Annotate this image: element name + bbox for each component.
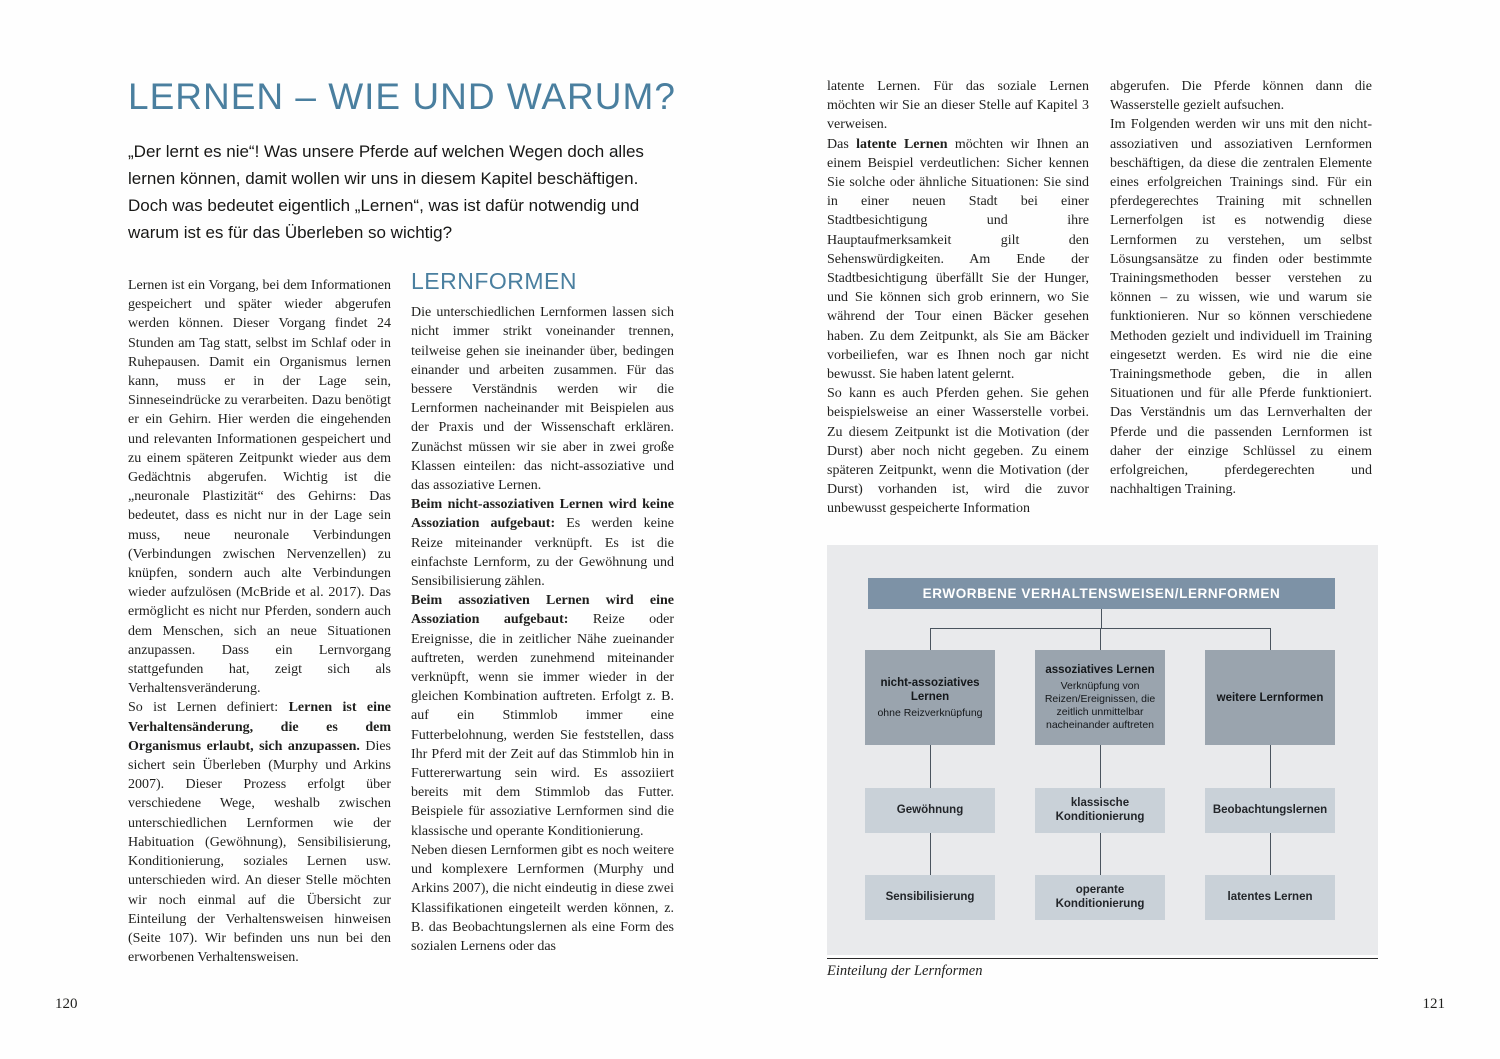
body-paragraph: Neben diesen Lernformen gibt es noch weitere und komplexere Lernformen (Murphy und Arkins 2007), die nicht eindeutig in diese zwei Klassifikationen eingeteilt werden können, z. B. das Beobachtungslernen als eine Form des sozialen Lernens oder das (411, 842, 674, 954)
body-paragraph: Beim assoziativen Lernen wird eine Assoziation aufgebaut: Reize oder Ereignisse, die in zeitlicher Nähe zueinander auftreten, werden zunehmend miteinander verknüpft, wenn sie immer wieder in der gleichen Kombination auftreten. Erfolgt z. B. auf ein Stimmlob immer eine Futterbelohnung, werden Sie feststellen, dass Ihr Pferd mit der Zeit auf das Stimmlob hin in Futtererwartung sein wird. Es assoziiert bereits mit dem Stimmlob das Futter. Beispiele für assoziative Lernformen sind die klassische und operante Konditionierung. (411, 593, 674, 839)
left-page-column-1 (128, 276, 391, 967)
figure-branch-weitere (1205, 650, 1335, 745)
body-paragraph: abgerufen. Die Pferde können dann die Wasserstelle gezielt aufsuchen. (1110, 79, 1372, 114)
body-paragraph: Das latente Lernen möchten wir Ihnen an einem Beispiel verdeutlichen: Sicher kennen Sie solche oder ähnliche Situationen: Sie sind in einer neuen Stadt bei einer Stadtbesichtigung und ihre Hauptaufmerksamkeit gilt den Sehenswürdigkeiten. Am Ende der Stadtbesichtigung überfällt Sie der Hunger, und Sie können sich grob erinnern, wo Sie während der Tour einen Bäcker gesehen haben. Zu dem Zeitpunkt, als Sie am Bäcker vorbeiliefen, war es Ihnen noch gar nicht bewusst. Sie haben latent gelernt. (827, 136, 1089, 383)
body-paragraph: latente Lernen. Für das soziale Lernen möchten wir Sie an dieser Stelle auf Kapitel 3 verweisen. (827, 79, 1089, 133)
section-heading-lernformen: LERNFORMEN (411, 268, 578, 294)
figure-node-sensibilisierung: Sensibilisierung (865, 875, 995, 920)
figure-caption: Einteilung der Lernformen (827, 963, 983, 979)
right-page-column-1 (827, 77, 1089, 519)
right-page-column-2 (1110, 77, 1372, 499)
figure-branch-assoziativ (1035, 650, 1165, 745)
branch-header-label: nicht-assoziatives Lernen (880, 676, 980, 703)
body-paragraph: So kann es auch Pferden gehen. Sie gehen beispielsweise an einer Wasserstelle vorbei. Zu diesem Zeitpunkt ist die Motivation (der Durst) aber noch nicht gegeben. Zu einem späteren Zeitpunkt, wenn die Motivation (der Durst) vorhanden ist, wird die zuvor unbewusst gespeicherte Information (827, 386, 1089, 517)
figure-branch-nicht-assoziativ (865, 650, 995, 745)
figure-node-latentes-lernen: latentes Lernen (1205, 875, 1335, 920)
body-paragraph: Lernen ist ein Vorgang, bei dem Informationen gespeichert und später wieder abgerufen werden können. Dieser Vorgang findet 24 Stunden am Tag statt, selbst im Schlaf oder in Ruhepausen. Damit ein Organismus lernen kann, muss er in der Lage sein, Sinneseindrücke zu verarbeiten. Dazu benötigt er ein Gehirn. Hier werden die eingehenden und relevanten Informationen gespeichert und zu einem späteren Zeitpunkt wieder aus dem Gedächtnis abgerufen. Wichtig ist die „neuronale Plastizität“ des Gehirns: Das bedeutet, dass es nicht nur in der Lage sein muss, neue neuronale Verbindungen (Verbindungen zwischen Nervenzellen) zu knüpfen, sondern auch alte Verbindungen wieder aufzulösen (McBride et al. 2017). Das ermöglicht es nicht nur Pferden, sondern auch dem Menschen, sich an neue Situationen anzupassen. Dass ein Lernvorgang stattgefunden hat, zeigt sich als Verhaltensveränderung. (128, 278, 391, 697)
branch-header-label: weitere Lernformen (1216, 691, 1324, 704)
body-paragraph: Beim nicht-assoziativen Lernen wird keine Assoziation aufgebaut: Es werden keine Reize miteinander verknüpft. Es ist die einfachste Lernform, zu der Gewöhnung und Sensibilisierung zählen. (411, 497, 674, 590)
body-paragraph: Im Folgenden werden wir uns mit den nicht-assoziativen und assoziativen Lernformen beschäftigen, da diese die zentralen Elemente eines erfolgreichen Trainings sind. Für ein pferdegerechtes Training mit schnellen Lernerfolgen ist es notwendig diese Lernformen zu verstehen, um selbst Lösungsansätze zu finden oder bestimmte Trainingsmethoden besser verstehen zu können – zu wissen, wie und warum sie funktionieren. Nur so können verschiedene Methoden gezielt und individuell im Training eingesetzt werden. Es wird nie die eine Trainingsmethode geben, die in allen Situationen und für alle Pferde funktioniert. Das Verständnis um das Lernverhalten der Pferde und die passenden Lernformen ist daher der einzige Schlüssel zu einem erfolgreichen, pferdegerechten und nachhaltigen Training. (1110, 117, 1372, 498)
branch-header-subtext: ohne Reizverknüpfung (877, 706, 983, 719)
figure-node-gewoehnung: Gewöhnung (865, 788, 995, 833)
figure-node-beobachtungslernen: Beobachtungslernen (1205, 788, 1335, 833)
figure-title-bar: ERWORBENE VERHALTENSWEISEN/LERNFORMEN (868, 578, 1335, 609)
body-paragraph: So ist Lernen definiert: Lernen ist eine Verhaltensänderung, die es dem Organismus erlaubt, sich anzupassen. Dies sichert sein Überleben (Murphy und Arkins 2007). Dieser Prozess erfolgt über verschiedene Wege, weshalb zwischen unterschiedlichen Lernformen wie der Habituation (Gewöhnung), Sensibilisierung, Konditionierung, soziales Lernen usw. unterschieden wird. An dieser Stelle möchten wir noch einmal auf die Übersicht zur Einteilung der Verhaltensweisen hinweisen (Seite 107). Wir befinden uns nun bei den erworbenen Verhaltensweisen. (128, 700, 392, 966)
page-number-left: 120 (55, 996, 78, 1012)
figure-divider-rule (827, 958, 1378, 959)
connector-line (1101, 609, 1102, 628)
connector-line (1270, 629, 1271, 650)
figure-node-operante-konditionierung: operante Konditionierung (1035, 875, 1165, 920)
branch-header-subtext: Verknüpfung von Reizen/Ereignissen, die zeitlich unmittelbar nacheinander auftreten (1044, 680, 1156, 731)
connector-line (930, 629, 931, 650)
figure-node-klassische-konditionierung: klassische Konditionierung (1035, 788, 1165, 833)
page-number-right: 121 (1422, 996, 1445, 1012)
figure-lernformen-diagram (827, 545, 1378, 955)
left-page-column-2 (411, 268, 674, 956)
connector-line (1100, 629, 1101, 650)
body-paragraph: Die unterschiedlichen Lernformen lassen sich nicht immer strikt voneinander trennen, teilweise gehen sie ineinander über, bedingen einander und arbeiten zusammen. Für das bessere Verständnis werden wir die Lernformen nacheinander mit Beispielen aus der Praxis und der Wissenschaft erklären. Zunächst müssen wir sie aber in zwei große Klassen einteilen: das nicht-assoziative und das assoziative Lernen. (411, 305, 674, 494)
chapter-title: LERNEN – WIE UND WARUM? (128, 76, 676, 117)
chapter-intro: „Der lernt es nie“! Was unsere Pferde auf welchen Wegen doch alles lernen können, damit wollen wir uns in diesem Kapitel beschäftigen. Doch was bedeutet eigentlich „Lernen“, was ist dafür notwendig und warum ist es für das Überleben so wichtig? (128, 142, 644, 242)
branch-header-label: assoziatives Lernen (1045, 664, 1155, 676)
